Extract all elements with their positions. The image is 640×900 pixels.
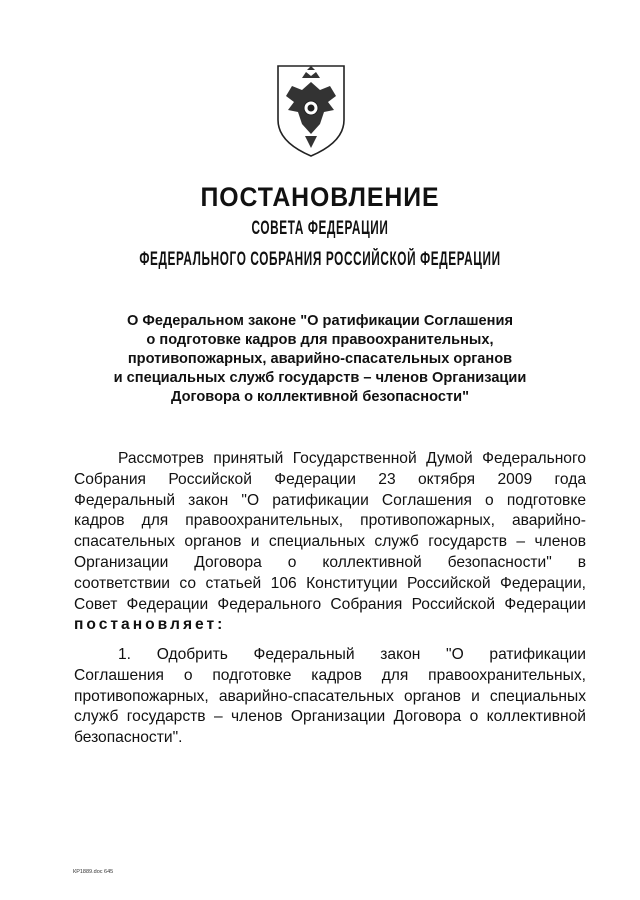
paragraph-line: Собрания Российской Федерации 23 октября 2009 года: [74, 470, 586, 488]
paragraph-line: Совет Федерации Федерального Собрания Российской Федерации: [74, 595, 586, 613]
resolution-item-1: [74, 645, 586, 749]
paragraph-line: противопожарных, аварийно-спасательных органов и специальных: [74, 687, 586, 705]
preamble-paragraph: [74, 449, 586, 636]
paragraph-line: безопасности".: [74, 729, 183, 747]
document-type-heading: ПОСТАНОВЛЕНИЕ: [200, 182, 440, 212]
paragraph-line: соответствии со статьей 106 Конституции Российской Федерации,: [74, 574, 586, 592]
paragraph-line: кадров для правоохранительных, противопожарных, аварийно-: [74, 512, 586, 530]
paragraph-line: Рассмотрев принятый Государственной Думой Федерального: [118, 450, 586, 467]
title-line: О Федеральном законе "О ратификации Соглашения: [127, 313, 513, 329]
title-line: Договора о коллективной безопасности": [171, 389, 469, 405]
paragraph-line: Соглашения о подготовке кадров для правоохранительных,: [74, 666, 586, 684]
paragraph-line: Организации Договора о коллективной безопасности" в: [74, 553, 586, 571]
paragraph-line: спасательных органов и специальных служб государств – членов: [74, 533, 586, 551]
title-line: противопожарных, аварийно-спасательных органов: [127, 351, 513, 367]
parliament-heading: ФЕДЕРАЛЬНОГО СОБРАНИЯ РОССИЙСКОЙ ФЕДЕРАЦИИ: [139, 249, 501, 270]
paragraph-line: Федеральный закон "О ратификации Соглашения о подготовке: [74, 491, 586, 509]
footer-file-reference: КР1889.doc 645: [73, 869, 114, 875]
paragraph-line: 1. Одобрить Федеральный закон "О ратификации: [118, 646, 586, 663]
document-title: [80, 312, 560, 407]
paragraph-line: служб государств – членов Организации Договора о коллективной: [74, 708, 586, 726]
issuer-heading: СОВЕТА ФЕДЕРАЦИИ: [251, 218, 389, 239]
resolves-word: постановляет:: [74, 616, 226, 634]
title-line: о подготовке кадров для правоохранительных,: [146, 332, 494, 348]
title-line: и специальных служб государств – членов Организации: [113, 370, 527, 386]
russian-coat-of-arms-emblem: [272, 62, 350, 158]
